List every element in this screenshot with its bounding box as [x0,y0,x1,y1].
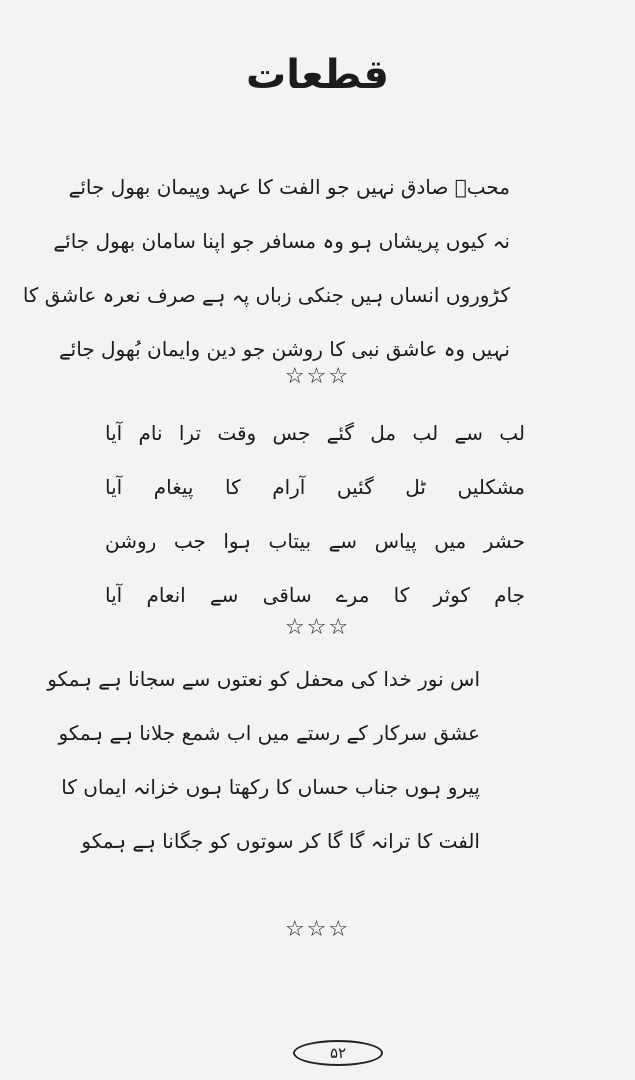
verse-line: مشکلیں ٹل گئیں آرام کا پیغام آیا [105,475,525,499]
verse-line: نہ کیوں پریشاں ہو وہ مسافر جو اپنا سامان بھول جائے [53,229,510,253]
verse-line: محبؔ صادق نہیں جو الفت کا عہد وپیمان بھول جائے [68,175,510,199]
stanza-2 [105,406,525,622]
verse-line: حشر میں پیاس سے بیتاب ہوا جب روشن [105,529,525,553]
verse-line: لب سے لب مل گئے جس وقت ترا نام آیا [105,421,525,445]
verse-line: عشق سرکار کے رستے میں اب شمع جلانا ہے ہمکو [58,721,480,745]
verse-line: کڑوروں انساں ہیں جنکی زباں پہ ہے صرف نعرہ عاشق کا [22,283,510,307]
star-separator-2: ☆☆☆ [284,615,351,640]
stanza-1 [22,160,510,376]
page-title: قطعات [246,52,389,98]
verse-line: پیرو ہوں جناب حساں کا رکھتا ہوں خزانہ ایماں کا [61,775,480,799]
verse-line: اس نور خدا کی محفل کو نعتوں سے سجانا ہے ہمکو [47,667,480,691]
stanza-3 [47,652,480,868]
star-separator-3: ☆☆☆ [284,917,351,942]
verse-line: جام کوثر کا مرے ساقی سے انعام آیا [105,583,525,607]
verse-line: نہیں وہ عاشق نبی کا روشن جو دین وایمان بُھول جائے [58,337,510,361]
star-separator-1: ☆☆☆ [284,364,351,389]
verse-line: الفت کا ترانہ گا گا کر سوتوں کو جگانا ہے ہمکو [81,829,480,853]
page-number: ۵۲ [293,1040,383,1066]
